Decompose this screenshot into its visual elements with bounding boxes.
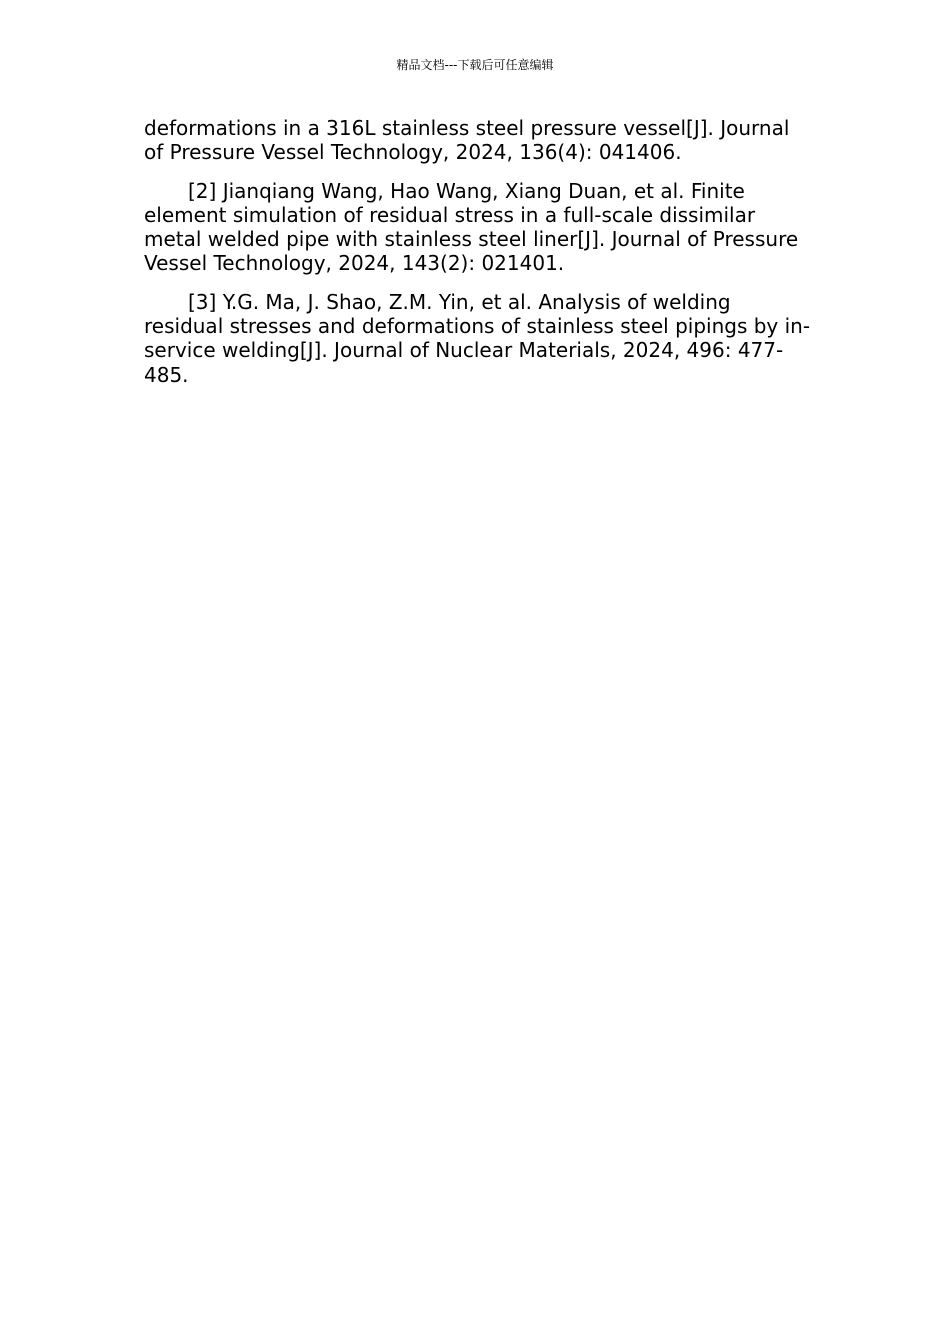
page-header: 精品文档---下载后可任意编辑 xyxy=(396,58,554,72)
reference-list xyxy=(144,116,814,401)
reference-item-1-continued: deformations in a 316L stainless steel pressure vessel[J]. Journal of Pressure Vessel Technology, 2024, 136(4): 041406. xyxy=(144,116,790,165)
reference-item-2: [2] Jianqiang Wang, Hao Wang, Xiang Duan, et al. Finite element simulation of residual stress in a full-scale dissimilar metal welded pipe with stainless steel liner[J]. Journal of Pressure Vessel Technology, 2024, 143(2): 021401. xyxy=(144,178,799,276)
reference-item-3: [3] Y.G. Ma, J. Shao, Z.M. Yin, et al. Analysis of welding residual stresses and deformations of stainless steel pipings by in-service welding[J]. Journal of Nuclear Materials, 2024, 496: 477-485. xyxy=(144,289,811,387)
